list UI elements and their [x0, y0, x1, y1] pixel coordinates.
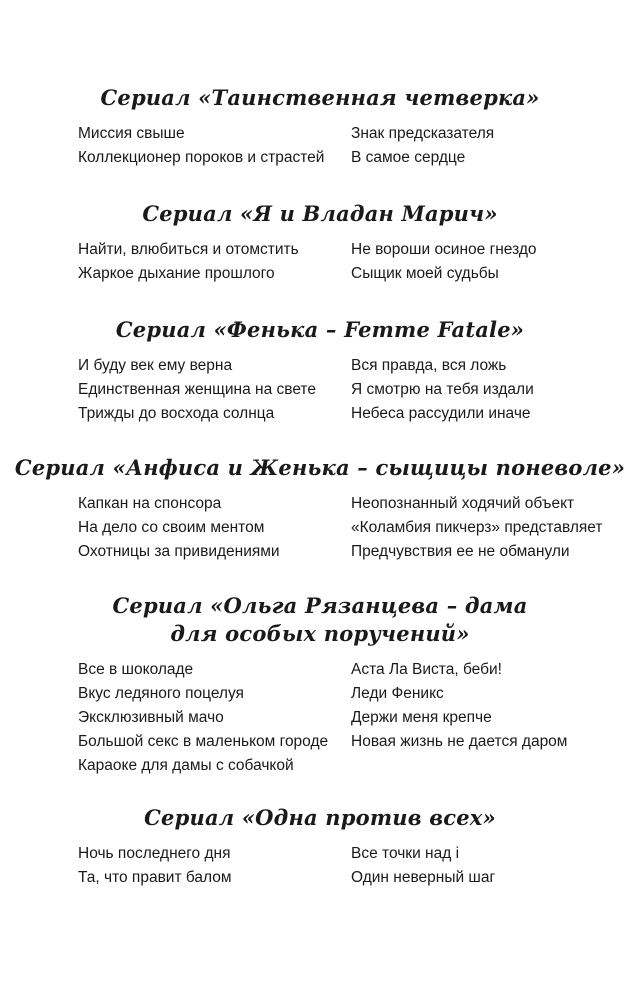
book-title: Небеса рассудили иначе	[351, 405, 531, 422]
book-title: И буду век ему верна	[78, 357, 233, 374]
book-title: Предчувствия ее не обманули	[351, 543, 570, 560]
book-title: Все в шоколаде	[78, 661, 194, 678]
book-column-right	[351, 354, 631, 426]
book-title: Вкус ледяного поцелуя	[78, 685, 244, 702]
book-title: Трижды до восхода солнца	[78, 405, 275, 422]
book-title: Все точки над i	[351, 845, 460, 862]
book-column-left	[78, 122, 346, 170]
book-column-right	[351, 842, 631, 890]
series-title	[0, 84, 640, 112]
series-title	[0, 592, 640, 648]
series-title	[0, 200, 640, 228]
series-title-line: Сериал «Я и Владан Марич»	[142, 201, 498, 226]
series-title-line: Сериал «Одна против всех»	[144, 805, 496, 830]
series-section-2	[0, 200, 640, 282]
series-title-line: Сериал «Анфиса и Женька – сыщицы поневоле»	[14, 455, 626, 480]
book-title: Эксклюзивный мачо	[78, 709, 224, 726]
series-title-line: для особых поручений»	[170, 621, 470, 646]
series-title-line: Сериал «Таинственная четверка»	[100, 85, 540, 110]
book-column-right	[351, 238, 631, 286]
book-title: Сыщик моей судьбы	[351, 265, 499, 282]
series-title	[0, 804, 640, 832]
book-column-right	[351, 122, 631, 170]
book-title: Я смотрю на тебя издали	[351, 381, 534, 398]
book-column-left	[78, 354, 346, 426]
book-title: Жаркое дыхание прошлого	[78, 265, 275, 282]
book-column-left	[78, 842, 346, 890]
series-section-1	[0, 84, 640, 166]
book-title: Коллекционер пороков и страстей	[78, 149, 325, 166]
book-title: Знак предсказателя	[351, 125, 495, 142]
book-title: Не вороши осиное гнездо	[351, 241, 537, 258]
book-title: Та, что правит балом	[78, 869, 232, 886]
book-title: Вся правда, вся ложь	[351, 357, 507, 374]
series-section-5	[0, 592, 640, 774]
book-title: Новая жизнь не дается даром	[351, 733, 568, 750]
book-title: «Коламбия пикчерз» представляет	[351, 519, 603, 536]
book-title: Ночь последнего дня	[78, 845, 231, 862]
series-title	[0, 454, 640, 482]
book-title: Охотницы за привидениями	[78, 543, 280, 560]
book-title: Большой секс в маленьком городе	[78, 733, 329, 750]
series-section-6	[0, 804, 640, 886]
book-title: Неопознанный ходячий объект	[351, 495, 575, 512]
book-column-left	[78, 238, 346, 286]
book-title: Капкан на спонсора	[78, 495, 222, 512]
series-title-line: Сериал «Ольга Рязанцева – дама	[112, 593, 528, 618]
book-title: Найти, влюбиться и отомстить	[78, 241, 299, 258]
series-section-4	[0, 454, 640, 560]
series-section-3	[0, 316, 640, 422]
book-title: Караоке для дамы с собачкой	[78, 757, 294, 774]
book-title: Аста Ла Виста, беби!	[351, 661, 502, 678]
book-column-left	[78, 492, 346, 564]
series-title-line: Сериал «Фенька – Femme Fatale»	[115, 317, 525, 342]
book-title: Один неверный шаг	[351, 869, 496, 886]
series-title	[0, 316, 640, 344]
book-title: Миссия свыше	[78, 125, 185, 142]
book-title: На дело со своим ментом	[78, 519, 265, 536]
book-title: Единственная женщина на свете	[78, 381, 316, 398]
book-title: Леди Феникс	[351, 685, 444, 702]
book-column-left	[78, 658, 346, 778]
book-title: Держи меня крепче	[351, 709, 492, 726]
book-column-right	[351, 658, 631, 754]
book-column-right	[351, 492, 631, 564]
book-title: В самое сердце	[351, 149, 466, 166]
